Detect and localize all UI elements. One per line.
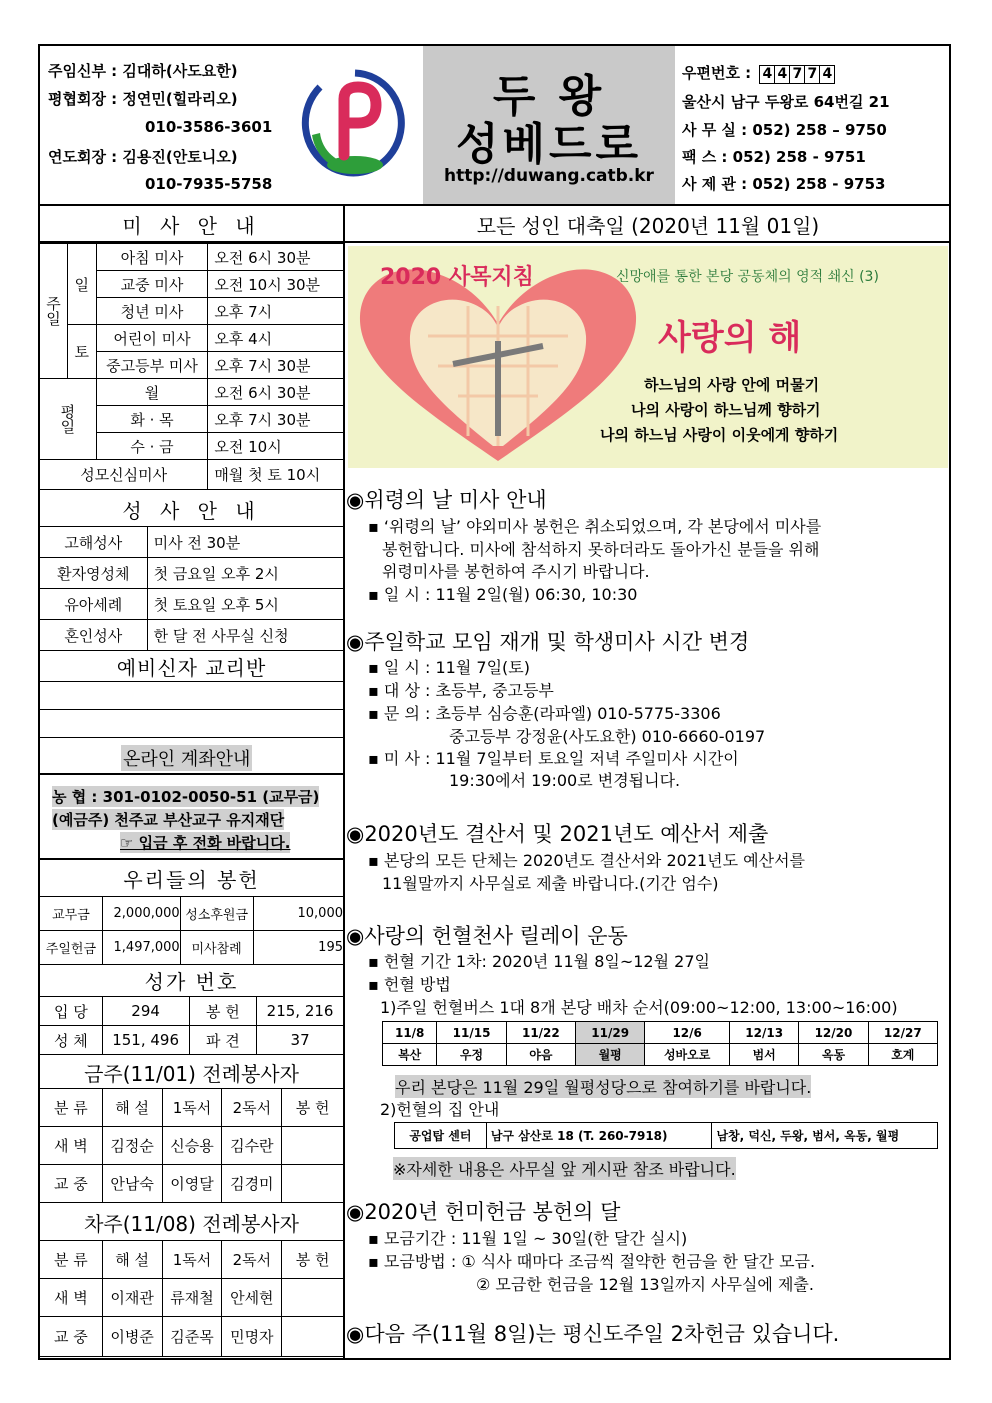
catechumen-row (40, 682, 344, 710)
mass-name: 수 · 금 (96, 433, 208, 460)
bullet-text: ▪ 모금기간 : 11월 1일 ~ 30일(한 달간 실시) (368, 1229, 688, 1248)
bullet-text: ▪ 헌혈 방법 (368, 975, 451, 994)
section-heading-blood: ◉사랑의 헌혈천사 릴레이 운동 (346, 924, 628, 948)
schedule-date: 11/15 (437, 1022, 506, 1044)
bullet-text: ② 모금한 헌금을 12월 13일까지 사무실에 제출. (476, 1275, 814, 1294)
zip-digit: 7 (804, 65, 820, 84)
servers-header: 분 류 (40, 1089, 103, 1127)
feast-title: 모든 성인 대축일 (2020년 11월 01일) (476, 214, 820, 238)
servers-cell: 이재관 (102, 1279, 162, 1317)
servers-header: 봉 헌 (282, 1089, 344, 1127)
sat-label: 토 (67, 325, 96, 379)
banner-line1: 하느님의 사랑 안에 머물기 (644, 376, 820, 394)
banner-theme: 사랑의 해 (658, 318, 802, 358)
servers-this-table (39, 1088, 344, 1203)
mass-schedule-table (39, 243, 344, 490)
servers-cell: 이병준 (102, 1317, 162, 1357)
schedule-parish: 야음 (506, 1044, 575, 1066)
hymn-number: 294 (102, 997, 189, 1026)
mass-time: 오전 10시 (208, 433, 344, 460)
holy-hour-time: 매월 첫 토 10시 (208, 460, 344, 490)
servers-cell: 교 중 (40, 1317, 103, 1357)
section-heading-memorial: ◉위령의 날 미사 안내 (346, 488, 547, 512)
hymns-title: 성가 번호 (144, 970, 239, 994)
schedule-date: 11/8 (383, 1022, 437, 1044)
section-heading-rice: ◉2020년 헌미헌금 봉헌의 달 (346, 1200, 621, 1224)
schedule-parish: 월평 (576, 1044, 645, 1066)
sacraments-table (39, 526, 344, 651)
holy-hour-name: 성모신심미사 (40, 460, 208, 490)
sacrament-name: 유아세례 (40, 589, 148, 620)
bullet-text: ▪ 모금방법 : ① 식사 때마다 조금씩 절약한 헌금을 한 달간 모금. (368, 1252, 816, 1271)
servers-next-table (39, 1240, 344, 1357)
bullet-text: 11월말까지 사무실로 제출 바랍니다.(기간 엄수) (382, 874, 719, 893)
sacrament-value: 한 달 전 사무실 신청 (147, 620, 343, 651)
divider (38, 773, 344, 775)
title-box (423, 46, 675, 204)
schedule-date: 11/22 (506, 1022, 575, 1044)
banner-line3: 나의 하느님 사랑이 이웃에게 향하기 (600, 426, 839, 444)
bullet-text: ▪ 대 상 : 초등부, 중고등부 (368, 681, 554, 700)
zip-label: 우편번호 : (682, 64, 752, 82)
bullet-text: 위령미사를 봉헌하여 주시기 바랍니다. (382, 562, 650, 581)
mass-name: 교중 미사 (96, 271, 208, 298)
parish-logo (300, 65, 410, 180)
bullet-text: ▪ 미 사 : 11월 7일부터 토요일 저녁 주일미사 시간이 (368, 749, 739, 768)
bullet-text: 봉헌합니다. 미사에 참석하지 못하더라도 돌아가신 분들을 위해 (382, 540, 820, 559)
offering-key: 교무금 (40, 897, 103, 931)
hymn-label: 입 당 (40, 997, 103, 1026)
servers-header: 해 설 (102, 1089, 162, 1127)
mass-time: 오후 4시 (208, 325, 344, 352)
offering-value: 10,000 (253, 897, 343, 931)
catechumen-row (40, 710, 344, 738)
zip-digit: 4 (774, 65, 790, 84)
office-phone: 사 무 실 : 052) 258 – 9750 (682, 121, 887, 139)
mass-guide-title: 미 사 안 내 (122, 214, 261, 238)
servers-cell: 김정순 (102, 1127, 162, 1165)
sacrament-value: 첫 토요일 오후 5시 (147, 589, 343, 620)
blood-house-table (394, 1122, 938, 1149)
sun-label: 일 (67, 244, 96, 325)
mass-name: 아침 미사 (96, 244, 208, 271)
servers-header: 해 설 (102, 1241, 162, 1279)
mass-time: 오후 7시 30분 (208, 406, 344, 433)
servers-header: 1독서 (162, 1089, 222, 1127)
pastor: 주임신부 : 김대하(사도요한) (48, 62, 238, 80)
bullet-text: ▪ 헌혈 기간 1차: 2020년 11월 8일~12월 27일 (368, 952, 710, 971)
servers-this-title: 금주(11/01) 전례봉사자 (84, 1062, 299, 1086)
mass-time: 오후 7시 30분 (208, 352, 344, 379)
mass-name: 중고등부 미사 (96, 352, 208, 379)
sacrament-name: 혼인성사 (40, 620, 148, 651)
zip-digit: 4 (759, 65, 775, 84)
schedule-parish: 옥동 (799, 1044, 868, 1066)
offering-table (39, 896, 344, 965)
hymn-number: 151, 496 (102, 1026, 189, 1055)
house-name: 공업탑 센터 (395, 1123, 487, 1149)
servers-cell: 새 벽 (40, 1279, 103, 1317)
bullet-text: ▪ 문 의 : 초등부 심승훈(라파엘) 010-5775-3306 (368, 704, 721, 723)
mass-time: 오후 7시 (208, 298, 344, 325)
servers-cell: 새 벽 (40, 1127, 103, 1165)
servers-cell (282, 1127, 344, 1165)
servers-cell (282, 1279, 344, 1317)
mass-time: 오전 10시 30분 (208, 271, 344, 298)
servers-cell (282, 1317, 344, 1357)
schedule-date: 12/13 (730, 1022, 799, 1044)
catechumen-title: 예비신자 교리반 (116, 656, 267, 680)
divider (38, 858, 344, 860)
offering-key: 성소후원금 (180, 897, 253, 931)
servers-cell: 신승용 (162, 1127, 222, 1165)
schedule-parish: 호계 (868, 1044, 937, 1066)
servers-cell: 민명자 (222, 1317, 282, 1357)
section-heading-school: ◉주일학교 모임 재개 및 학생미사 시간 변경 (346, 630, 750, 654)
hymn-label: 파 견 (189, 1026, 257, 1055)
servers-header: 2독서 (222, 1089, 282, 1127)
schedule-parish: 복산 (383, 1044, 437, 1066)
section-heading-next-week: ◉다음 주(11월 8일)는 평신도주일 2차헌금 있습니다. (346, 1322, 840, 1346)
parish-name-line2: 성베드로 (455, 119, 642, 170)
servers-header: 분 류 (40, 1241, 103, 1279)
schedule-parish: 성바오로 (645, 1044, 730, 1066)
schedule-parish: 범서 (730, 1044, 799, 1066)
offering-title: 우리들의 봉헌 (123, 868, 260, 892)
hymn-label: 봉 헌 (189, 997, 257, 1026)
hymn-number: 37 (257, 1026, 344, 1055)
offering-value: 1,497,000 (102, 931, 180, 965)
offering-value: 2,000,000 (102, 897, 180, 931)
house-parishes: 남창, 덕신, 두왕, 범서, 옥동, 월평 (712, 1123, 938, 1149)
zip-digit: 7 (789, 65, 805, 84)
zip-digit: 4 (819, 65, 835, 84)
catechist-phone: 010-7935-5758 (145, 175, 273, 193)
hymn-label: 성 체 (40, 1026, 103, 1055)
fax: 팩 스 : 052) 258 - 9751 (682, 148, 866, 166)
website-link[interactable]: http://duwang.catb.kr (444, 166, 654, 186)
online-account: 농 협 : 301-0102-0050-51 (교무금) (52, 788, 320, 806)
sacrament-value: 첫 금요일 오후 2시 (147, 558, 343, 589)
bullet-text: ▪ 일 시 : 11월 7일(토) (368, 658, 530, 677)
servers-cell: 김준목 (162, 1317, 222, 1357)
servers-header: 봉 헌 (282, 1241, 344, 1279)
schedule-date: 12/27 (868, 1022, 937, 1044)
council-phone: 010-3586-3601 (145, 118, 273, 136)
pastoral-banner (348, 246, 948, 468)
address: 울산시 남구 두왕로 64번길 21 (682, 93, 890, 111)
rectory-phone: 사 제 관 : 052) 258 - 9753 (682, 175, 886, 193)
mass-name: 화 · 목 (96, 406, 208, 433)
offering-value: 195 (253, 931, 343, 965)
section-heading-budget: ◉2020년도 결산서 및 2021년도 예산서 제출 (346, 822, 769, 846)
blood-bus-schedule (382, 1021, 938, 1066)
blood-note: 우리 본당은 11월 29일 월평성당으로 참여하기를 바랍니다. (395, 1075, 811, 1098)
header-divider (38, 204, 951, 206)
servers-header: 2독서 (222, 1241, 282, 1279)
servers-cell: 이영달 (162, 1165, 222, 1203)
banner-year-title: 2020 사목지침 (380, 265, 534, 290)
parish-name-line1: 두 왕 (492, 71, 606, 122)
sunday-label: 주일 (40, 244, 68, 379)
mass-name: 어린이 미사 (96, 325, 208, 352)
servers-next-title: 차주(11/08) 전례봉사자 (84, 1212, 299, 1236)
bullet-text: ▪ 일 시 : 11월 2일(월) 06:30, 10:30 (368, 585, 638, 604)
servers-cell: 안세현 (222, 1279, 282, 1317)
bullet-text: ▪ ‘위령의 날’ 야외미사 봉헌은 취소되었으며, 각 본당에서 미사를 (368, 517, 822, 536)
servers-cell: 안남숙 (102, 1165, 162, 1203)
sacrament-name: 환자영성체 (40, 558, 148, 589)
divider (343, 241, 951, 243)
bullet-text: 1)주일 헌혈버스 1대 8개 본당 배차 순서(09:00~12:00, 13:00~16:00) (380, 998, 898, 1017)
mass-time: 오전 6시 30분 (208, 379, 344, 406)
mass-time: 오전 6시 30분 (208, 244, 344, 271)
servers-cell: 류재철 (162, 1279, 222, 1317)
schedule-date: 11/29 (576, 1022, 645, 1044)
servers-cell (282, 1165, 344, 1203)
hymn-number: 215, 216 (257, 997, 344, 1026)
bullet-text: ▪ 본당의 모든 단체는 2020년도 결산서와 2021년도 예산서를 (368, 851, 806, 870)
servers-cell: 김경미 (222, 1165, 282, 1203)
mass-name: 월 (96, 379, 208, 406)
hymns-table (39, 996, 344, 1055)
online-holder: (예금주) 천주교 부산교구 유지재단 (52, 811, 285, 829)
weekday-label: 평일 (40, 379, 97, 460)
servers-cell: 김수란 (222, 1127, 282, 1165)
sacrament-name: 고해성사 (40, 527, 148, 558)
schedule-parish: 우정 (437, 1044, 506, 1066)
offering-key: 주일헌금 (40, 931, 103, 965)
banner-line2: 나의 사랑이 하느님께 향하기 (631, 401, 821, 419)
offering-key: 미사참례 (180, 931, 253, 965)
mass-name: 청년 미사 (96, 298, 208, 325)
catechist-president: 연도회장 : 김용진(안토니오) (48, 148, 238, 166)
online-note: ☞ 입금 후 전화 바랍니다. (120, 834, 291, 852)
online-title: 온라인 계좌안내 (121, 745, 252, 771)
blood-note2: ※자세한 내용은 사무실 앞 게시판 참조 바랍니다. (393, 1157, 736, 1180)
banner-subtitle: 신망애를 통한 본당 공동체의 영적 쇄신 (3) (616, 269, 879, 285)
sacraments-title: 성 사 안 내 (122, 499, 261, 523)
zip-code (682, 62, 835, 84)
house-address: 남구 삼산로 18 (T. 260-7918) (486, 1123, 712, 1149)
servers-header: 1독서 (162, 1241, 222, 1279)
bullet-text: 19:30에서 19:00로 변경됩니다. (449, 771, 681, 790)
bullet-text: 2)헌혈의 집 안내 (380, 1100, 500, 1119)
sacrament-value: 미사 전 30분 (147, 527, 343, 558)
bullet-text: 중고등부 강정윤(사도요한) 010-6660-0197 (449, 727, 766, 746)
catechumen-table (39, 681, 344, 738)
servers-cell: 교 중 (40, 1165, 103, 1203)
schedule-date: 12/6 (645, 1022, 730, 1044)
council-president: 평협회장 : 정연민(힐라리오) (48, 90, 238, 108)
schedule-date: 12/20 (799, 1022, 868, 1044)
